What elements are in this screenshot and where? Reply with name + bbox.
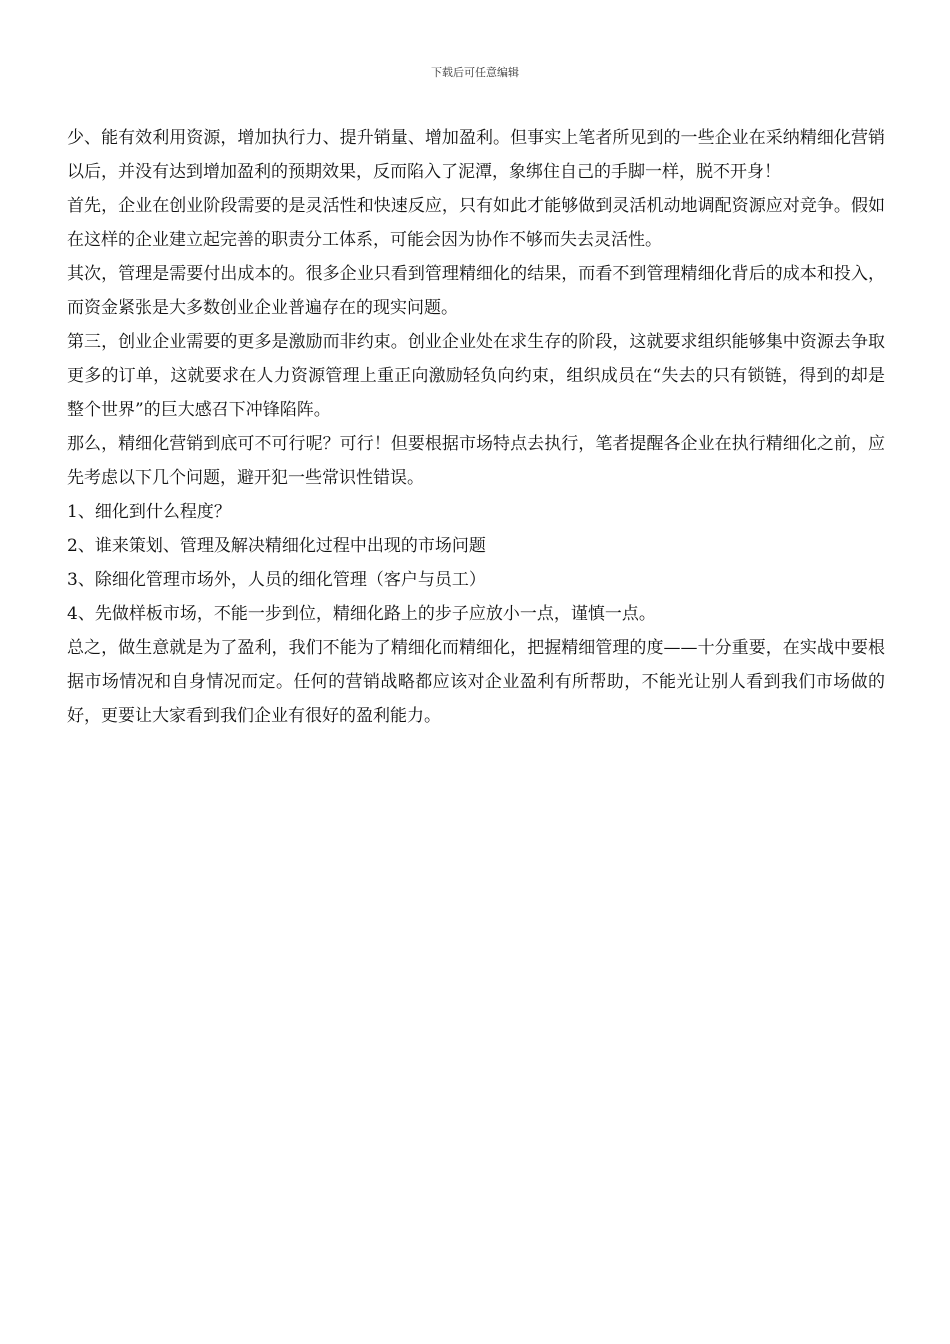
- paragraph-first-point: 首先，企业在创业阶段需要的是灵活性和快速反应，只有如此才能够做到灵活机动地调配资源应对竞争。假如在这样的企业建立起完善的职责分工体系，可能会因为协作不够而失去灵活性。: [67, 196, 885, 250]
- list-item-2: 2、谁来策划、管理及解决精细化过程中出现的市场问题: [67, 536, 486, 556]
- paragraph-conclusion: 总之，做生意就是为了盈利，我们不能为了精细化而精细化，把握精细管理的度——十分重要，在实战中要根据市场情况和自身情况而定。任何的营销战略都应该对企业盈利有所帮助，不能光让别人看到我们市场做的好，更要让大家看到我们企业有很好的盈利能力。: [67, 638, 885, 726]
- paragraph-intro-continuation: 少、能有效利用资源，增加执行力、提升销量、增加盈利。但事实上笔者所见到的一些企业在采纳精细化营销以后，并没有达到增加盈利的预期效果，反而陷入了泥潭，象绑住自己的手脚一样，脱不开身！: [67, 128, 885, 182]
- list-item-1: 1、细化到什么程度？: [67, 502, 231, 522]
- list-item-3: 3、除细化管理市场外，人员的细化管理（客户与员工）: [67, 570, 486, 590]
- paragraph-feasibility: 那么，精细化营销到底可不可行呢？可行！但要根据市场特点去执行，笔者提醒各企业在执行精细化之前，应先考虑以下几个问题，避开犯一些常识性错误。: [67, 434, 885, 488]
- list-item-4: 4、先做样板市场，不能一步到位，精细化路上的步子应放小一点，谨慎一点。: [67, 604, 656, 624]
- document-body: [67, 121, 885, 733]
- paragraph-second-point: 其次，管理是需要付出成本的。很多企业只看到管理精细化的结果，而看不到管理精细化背后的成本和投入，而资金紧张是大多数创业企业普遍存在的现实问题。: [67, 264, 885, 318]
- page-header: 下载后可任意编辑: [431, 66, 519, 79]
- paragraph-third-point: 第三，创业企业需要的更多是激励而非约束。创业企业处在求生存的阶段，这就要求组织能够集中资源去争取更多的订单，这就要求在人力资源管理上重正向激励轻负向约束，组织成员在“失去的只有锁链，得到的却是整个世界”的巨大感召下冲锋陷阵。: [67, 332, 885, 420]
